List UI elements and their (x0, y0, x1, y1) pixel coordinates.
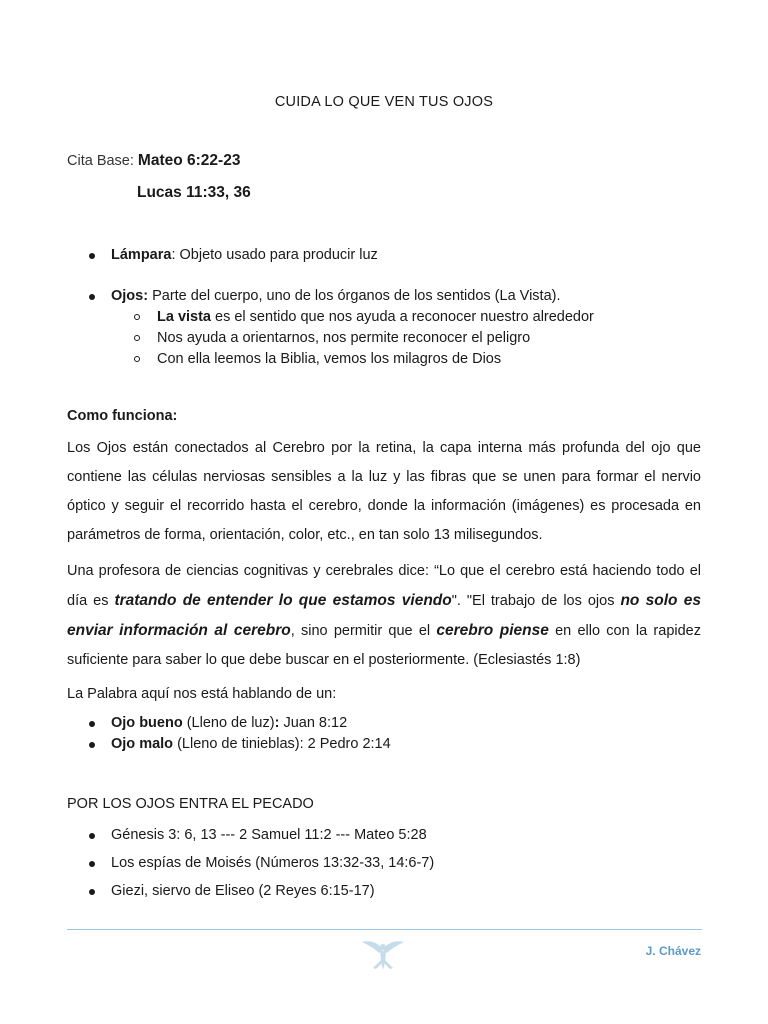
ojos-sublist (111, 307, 594, 370)
sub-item-text: es el sentido que nos ayuda a reconocer nuestro alrededor (211, 309, 594, 325)
como-funciona-paragraph: Los Ojos están conectados al Cerebro por la retina, la capa interna más profunda del ojo que contiene las células nerviosas sensibles a la luz y las fibras que se unen para formar el nervio óptico y seguir el recorrido hasta el cerebro, donde la información (imágenes) es procesada en parámetros de forma, orientación, color, etc., en tan solo 13 milisegundos. (67, 440, 701, 543)
pecado-item (67, 853, 434, 874)
list-item-ojo-bueno (67, 713, 391, 734)
term-ojos: Ojos: (111, 288, 149, 304)
ojo-bueno-text: (Lleno de luz) (182, 715, 275, 731)
definition-ojos: Parte del cuerpo, uno de los órganos de los sentidos (La Vista). (148, 288, 561, 304)
bullet-icon (89, 294, 95, 300)
profesora-paragraph (67, 557, 701, 675)
cita-base (67, 152, 240, 170)
page-title: CUIDA LO QUE VEN TUS OJOS (274, 94, 494, 110)
pecado-item (67, 881, 434, 902)
ojo-bueno-ref: Juan 8:12 (279, 715, 348, 731)
pecado-item (67, 825, 434, 846)
list-item-lampara (67, 245, 378, 266)
ojo-malo-term: Ojo malo (111, 736, 174, 752)
bullet-icon (89, 833, 95, 839)
definitions-list (67, 245, 378, 266)
profesora-text-1: Una profesora de ciencias cognitivas y cerebrales dice: “Lo que el cerebro está haciendo todo el día es (67, 563, 701, 609)
bullet-icon (89, 253, 95, 259)
pecado-item-text: Giezi, siervo de Eliseo (2 Reyes 6:15-17) (111, 883, 375, 899)
circle-bullet-icon (134, 335, 140, 341)
bullet-icon (89, 861, 95, 867)
definition-lampara: : Objeto usado para producir luz (171, 247, 378, 263)
pecado-heading: POR LOS OJOS ENTRA EL PECADO (67, 796, 314, 812)
cita-ref-1: Mateo 6:22-23 (137, 152, 241, 169)
sub-item (111, 307, 594, 328)
footer-divider (67, 929, 702, 930)
pecado-list (67, 825, 434, 902)
sub-item-text: Nos ayuda a orientarnos, nos permite reconocer el peligro (157, 330, 531, 346)
profesora-text-3: , sino permitir que el (290, 623, 437, 639)
bullet-icon (89, 721, 95, 727)
cita-ref-2-line (137, 184, 251, 202)
profesora-emphasis-3: cerebro piense (436, 622, 549, 639)
ojo-list (67, 713, 391, 755)
ojo-bueno-separator: : (274, 715, 280, 731)
bullet-icon (89, 889, 95, 895)
ojo-bueno-term: Ojo bueno (111, 715, 183, 731)
cita-label: Cita Base: (67, 153, 138, 169)
pecado-item-text: Los espías de Moisés (Números 13:32-33, 14:6-7) (111, 855, 435, 871)
list-item-ojos (67, 286, 594, 370)
circle-bullet-icon (134, 356, 140, 362)
profesora-emphasis-2: no solo es enviar información al cerebro (67, 592, 701, 639)
cita-ref-2: Lucas 11:33, 36 (137, 184, 251, 201)
ojos-list (67, 286, 594, 370)
palabra-intro: La Palabra aquí nos está hablando de un: (67, 686, 337, 702)
pecado-item-text: Génesis 3: 6, 13 --- 2 Samuel 11:2 --- Mateo 5:28 (111, 827, 427, 843)
ojo-malo-text: (Lleno de tinieblas): 2 Pedro 2:14 (173, 736, 391, 752)
footer-author: J. Chávez (645, 944, 701, 958)
sub-item (111, 349, 594, 370)
profesora-emphasis-1: tratando de entender lo que estamos viendo (114, 592, 452, 609)
profesora-text-4: en ello con la rapidez suficiente para saber lo que debe buscar en el posteriormente. (Eclesiastés 1:8) (67, 623, 701, 668)
profesora-text-2: ". "El trabajo de los ojos (451, 593, 621, 609)
sub-item-bold: La vista (157, 309, 211, 325)
sub-item (111, 328, 594, 349)
bullet-icon (89, 742, 95, 748)
list-item-ojo-malo (67, 734, 391, 755)
como-funciona-heading: Como funciona: (67, 408, 178, 424)
sub-item-text: Con ella leemos la Biblia, vemos los milagros de Dios (157, 351, 502, 367)
dove-icon (360, 936, 406, 972)
term-lampara: Lámpara (111, 247, 172, 263)
circle-bullet-icon (134, 314, 140, 320)
